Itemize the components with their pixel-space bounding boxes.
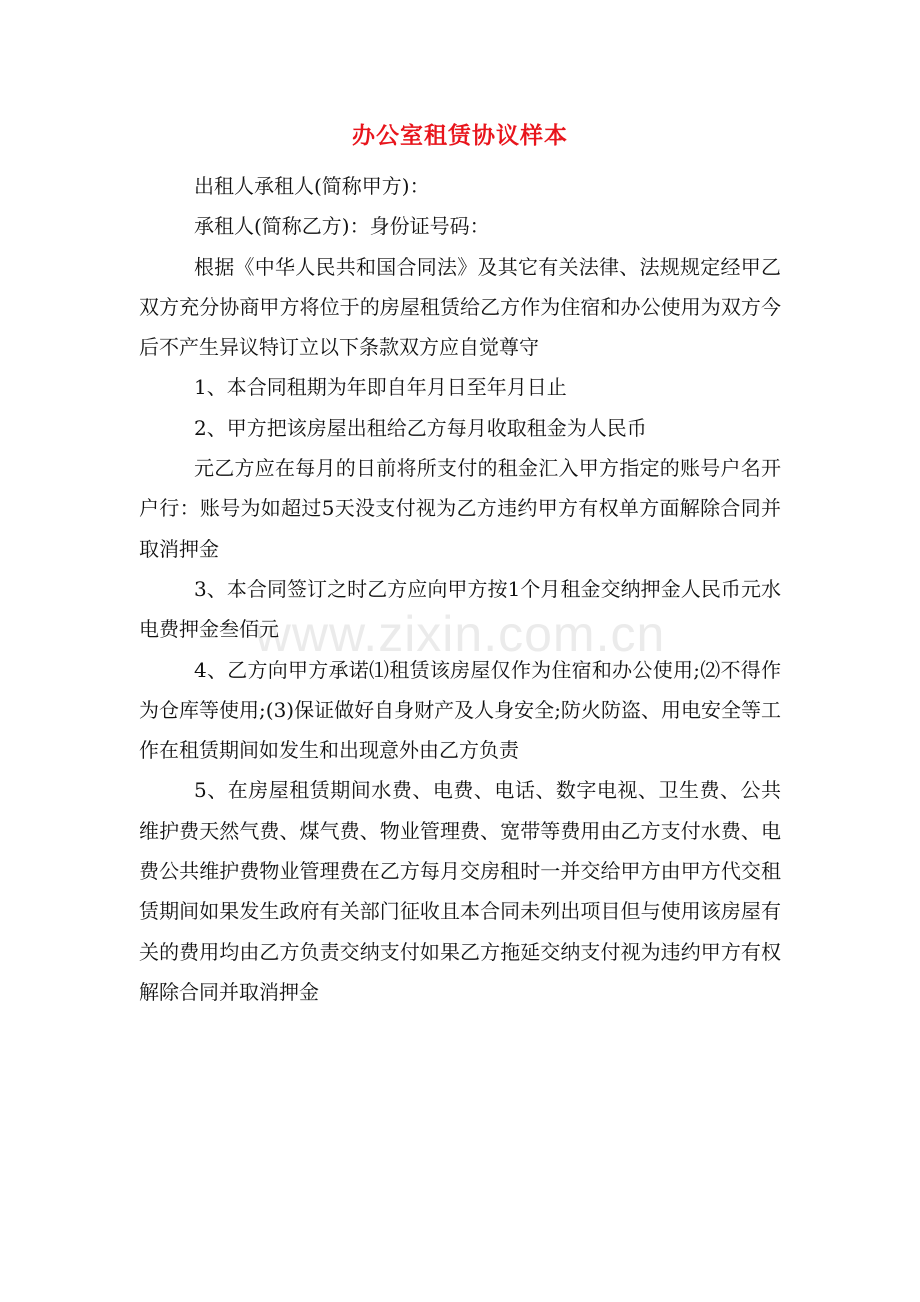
clause-4-commitment: 4、乙方向甲方承诺⑴租赁该房屋仅作为住宿和办公使用;⑵不得作为仓库等使用;(3)保证做好自身财产及人身安全;防火防盗、用电安全等工作在租赁期间如发生和出现意外由乙方负责 [139,657,781,763]
clause-2-rent: 2、甲方把该房屋出租给乙方每月收取租金为人民币 [194,415,647,440]
clause-2-payment: 元乙方应在每月的日前将所支付的租金汇入甲方指定的账号户名开户行：账号为如超过5天没支付视为乙方违约甲方有权单方面解除合同并取消押金 [139,456,781,561]
paragraph-preamble: 根据《中华人民共和国合同法》及其它有关法律、法规规定经甲乙双方充分协商甲方将位于的房屋租赁给乙方作为住宿和办公使用为双方今后不产生异议特订立以下条款双方应自觉尊守 [139,254,781,360]
clause-3-deposit: 3、本合同签订之时乙方应向甲方按1个月租金交纳押金人民币元水电费押金叁佰元 [139,576,781,642]
watermark: www.zixin.com.cn [254,606,666,662]
document-body [139,166,781,1012]
paragraph-lessee: 承租人(简称乙方)：身份证号码： [194,214,490,239]
document-title: 办公室租赁协议样本 [352,122,568,149]
clause-5-fees: 5、在房屋租赁期间水费、电费、电话、数字电视、卫生费、公共维护费天然气费、煤气费、物业管理费、宽带等费用由乙方支付水费、电费公共维护费物业管理费在乙方每月交房租时一并交给甲方由甲方代交租赁期间如果发生政府有关部门征收且本合同未列出项目但与使用该房屋有关的费用均由乙方负责交纳支付如果乙方拖延交纳支付视为违约甲方有权解除合同并取消押金 [139,778,781,1004]
paragraph-lessor: 出租人承租人(简称甲方)： [194,174,430,198]
clause-1-term: 1、本合同租期为年即自年月日至年月日止 [194,375,567,400]
